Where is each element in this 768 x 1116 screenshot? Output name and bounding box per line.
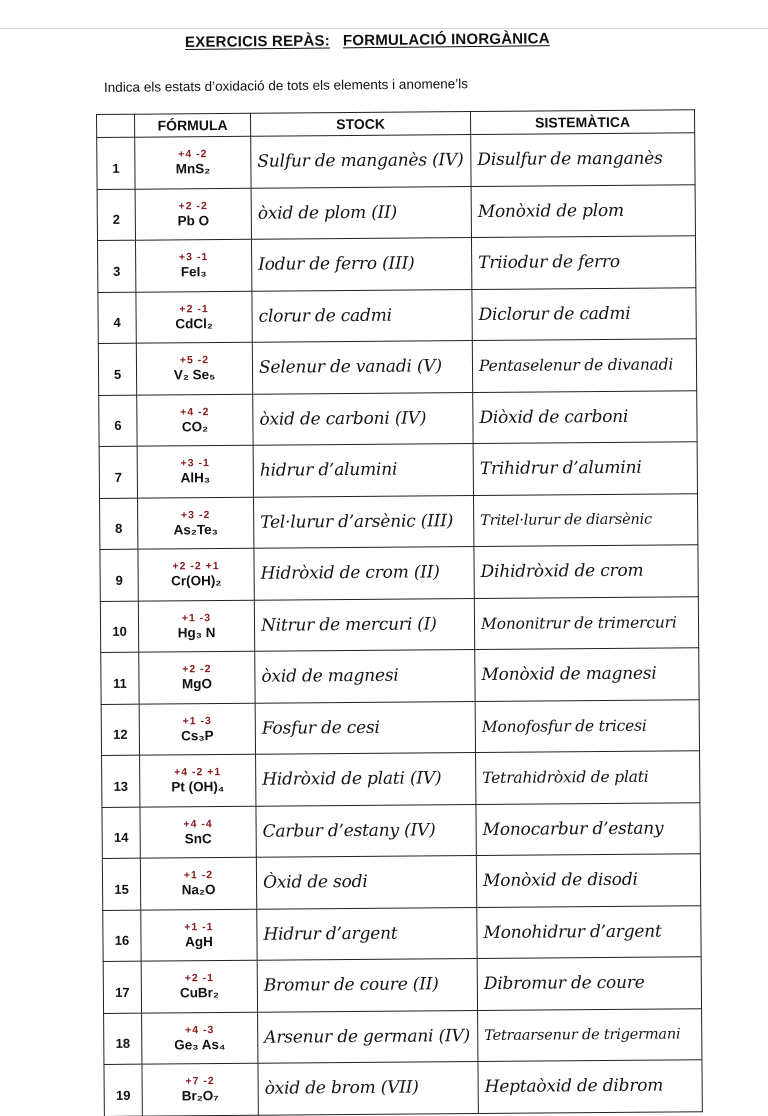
chemical-formula: V₂ Se₅ bbox=[173, 367, 216, 383]
row-number: 16 bbox=[103, 910, 141, 962]
oxidation-states: +3 -2 bbox=[180, 508, 211, 522]
chemical-formula: CuBr₂ bbox=[179, 985, 219, 1001]
table-row bbox=[98, 339, 696, 395]
formula-cell bbox=[141, 960, 257, 1012]
table-row bbox=[98, 287, 696, 343]
chemical-formula: CdCl₂ bbox=[175, 315, 213, 332]
chemical-formula: AlH₃ bbox=[180, 470, 211, 486]
formula-cell bbox=[138, 497, 254, 549]
oxidation-states: +4 -4 bbox=[183, 817, 213, 831]
page-title bbox=[185, 30, 550, 51]
oxidation-states: +4 -2 bbox=[178, 148, 208, 161]
systematic-name: Monòxid de plom bbox=[471, 184, 695, 237]
table-row bbox=[100, 545, 698, 601]
formula-cell bbox=[142, 1063, 258, 1115]
stock-name: Nitrur de mercuri (I) bbox=[254, 598, 474, 651]
oxidation-states: +4 -2 +1 bbox=[174, 766, 222, 779]
row-number: 11 bbox=[101, 652, 139, 704]
row-number: 5 bbox=[98, 343, 136, 395]
table-row bbox=[103, 957, 701, 1013]
oxidation-states: +4 -3 bbox=[185, 1023, 215, 1037]
chemical-formula: CO₂ bbox=[181, 418, 209, 435]
formula-cell bbox=[140, 806, 256, 858]
row-number: 4 bbox=[98, 292, 136, 344]
formula-cell bbox=[136, 342, 252, 394]
oxidation-states: +3 -1 bbox=[180, 457, 210, 470]
systematic-name: Monòxid de magnesi bbox=[475, 648, 699, 701]
table-row bbox=[104, 1060, 702, 1116]
chemical-formula: As₂Te₃ bbox=[173, 521, 218, 538]
formula-cell bbox=[140, 857, 256, 909]
row-number: 18 bbox=[104, 1013, 142, 1065]
row-number: 14 bbox=[102, 807, 140, 859]
oxidation-states: +2 -1 bbox=[179, 302, 209, 316]
exercise-table-wrapper bbox=[96, 109, 703, 1116]
row-number: 19 bbox=[104, 1064, 142, 1116]
table-row bbox=[103, 905, 701, 961]
row-number: 15 bbox=[102, 858, 140, 910]
systematic-name: Mononitrur de trimercuri bbox=[474, 596, 698, 649]
systematic-name: Dihidròxid de crom bbox=[474, 545, 698, 598]
formula-cell bbox=[135, 188, 251, 240]
table-row bbox=[101, 648, 699, 704]
chemical-formula: Hg₃ N bbox=[177, 624, 216, 641]
stock-name: hidrur d’alumini bbox=[253, 444, 473, 497]
formula-cell bbox=[142, 1012, 258, 1064]
row-number: 3 bbox=[97, 240, 135, 292]
systematic-name: Heptaòxid de dibrom bbox=[478, 1060, 702, 1113]
stock-name: Hidrur d’argent bbox=[257, 907, 477, 960]
page-top-edge bbox=[0, 28, 768, 29]
formula-cell bbox=[136, 291, 252, 343]
formula-cell bbox=[139, 651, 255, 703]
oxidation-states: +2 -1 bbox=[184, 972, 214, 985]
header-number bbox=[97, 114, 135, 137]
row-number: 12 bbox=[101, 704, 139, 756]
systematic-name: Monohidrur d’argent bbox=[477, 905, 701, 958]
chemical-formula: Ge₃ As₄ bbox=[174, 1036, 226, 1053]
systematic-name: Tetrahidròxid de plati bbox=[476, 751, 700, 804]
systematic-name: Triiodur de ferro bbox=[471, 236, 695, 289]
stock-name: Arsenur de germani (IV) bbox=[258, 1010, 478, 1063]
chemical-formula: SnC bbox=[184, 830, 212, 847]
systematic-name: Trihidrur d’alumini bbox=[473, 442, 697, 495]
chemical-formula: Cs₃P bbox=[181, 727, 214, 744]
stock-name: òxid de plom (II) bbox=[251, 186, 471, 239]
exercise-table bbox=[96, 109, 703, 1116]
row-number: 13 bbox=[102, 755, 140, 807]
oxidation-states: +2 -2 bbox=[182, 663, 212, 676]
instruction-text: Indica els estats d’oxidació de tots els elements i anomene’ls bbox=[103, 76, 469, 95]
header-systematic: SISTEMÀTICA bbox=[470, 110, 694, 135]
row-number: 8 bbox=[100, 498, 138, 550]
chemical-formula: Br₂O₇ bbox=[181, 1088, 219, 1104]
stock-name: Fosfur de cesi bbox=[255, 701, 475, 754]
stock-name: òxid de magnesi bbox=[255, 650, 475, 703]
formula-cell bbox=[140, 754, 256, 806]
chemical-formula: Na₂O bbox=[181, 882, 216, 898]
stock-name: òxid de brom (VII) bbox=[258, 1062, 478, 1115]
row-number: 2 bbox=[97, 189, 135, 241]
stock-name: Carbur d’estany (IV) bbox=[256, 804, 476, 857]
table-row bbox=[97, 184, 695, 240]
row-number: 1 bbox=[97, 137, 135, 189]
formula-cell bbox=[138, 548, 254, 600]
formula-cell bbox=[139, 703, 255, 755]
systematic-name: Tetraarsenur de trigermani bbox=[478, 1008, 702, 1061]
table-row bbox=[97, 236, 695, 292]
oxidation-states: +7 -2 bbox=[185, 1075, 215, 1088]
systematic-name: Pentaselenur de divanadi bbox=[472, 339, 696, 392]
chemical-formula: AgH bbox=[185, 933, 213, 950]
oxidation-states: +5 -2 bbox=[179, 354, 210, 367]
oxidation-states: +2 -2 +1 bbox=[172, 560, 220, 573]
systematic-name: Dibromur de coure bbox=[477, 957, 701, 1010]
chemical-formula: Pt (OH)₄ bbox=[171, 779, 225, 795]
chemical-formula: Pb O bbox=[177, 212, 210, 229]
stock-name: clorur de cadmi bbox=[252, 289, 472, 342]
formula-cell bbox=[137, 445, 253, 497]
oxidation-states: +3 -1 bbox=[178, 251, 209, 264]
chemical-formula: MgO bbox=[181, 676, 213, 692]
table-row bbox=[99, 442, 697, 498]
stock-name: Selenur de vanadi (V) bbox=[252, 341, 472, 394]
table-row bbox=[97, 133, 695, 189]
chemical-formula: FeI₃ bbox=[180, 264, 207, 280]
title-part1: EXERCICIS REPÀS: bbox=[184, 32, 330, 51]
oxidation-states: +1 -1 bbox=[184, 920, 214, 934]
stock-name: Sulfur de manganès (IV) bbox=[251, 135, 471, 188]
chemical-formula: MnS₂ bbox=[175, 161, 211, 177]
row-number: 7 bbox=[99, 446, 137, 498]
header-stock: STOCK bbox=[250, 112, 470, 137]
stock-name: Iodur de ferro (III) bbox=[251, 238, 471, 291]
formula-cell bbox=[141, 909, 257, 961]
oxidation-states: +2 -2 bbox=[178, 199, 208, 213]
formula-cell bbox=[135, 136, 251, 188]
systematic-name: Diclorur de cadmi bbox=[472, 287, 696, 340]
row-number: 9 bbox=[100, 549, 138, 601]
table-body bbox=[97, 133, 703, 1116]
systematic-name: Monocarbur d’estany bbox=[476, 802, 700, 855]
table-row bbox=[99, 390, 697, 446]
row-number: 10 bbox=[100, 601, 138, 653]
formula-cell bbox=[135, 239, 251, 291]
stock-name: òxid de carboni (IV) bbox=[253, 392, 473, 445]
oxidation-states: +1 -2 bbox=[183, 869, 214, 882]
systematic-name: Monofosfur de tricesi bbox=[475, 699, 699, 752]
oxidation-states: +1 -3 bbox=[181, 611, 212, 625]
stock-name: Bromur de coure (II) bbox=[257, 959, 477, 1012]
table-row bbox=[102, 854, 700, 910]
stock-name: Hidròxid de plati (IV) bbox=[256, 753, 476, 806]
stock-name: Tel·lurur d’arsènic (III) bbox=[254, 495, 474, 548]
table-row bbox=[100, 493, 698, 549]
oxidation-states: +1 -3 bbox=[182, 714, 212, 728]
table-row bbox=[104, 1008, 702, 1064]
systematic-name: Monòxid de disodi bbox=[476, 854, 700, 907]
oxidation-states: +4 -2 bbox=[180, 405, 210, 419]
systematic-name: Diòxid de carboni bbox=[473, 390, 697, 443]
table-row bbox=[100, 596, 698, 652]
table-row bbox=[102, 751, 700, 807]
formula-cell bbox=[138, 600, 254, 652]
systematic-name: Disulfur de manganès bbox=[471, 133, 695, 186]
formula-cell bbox=[137, 394, 253, 446]
stock-name: Òxid de sodi bbox=[256, 856, 476, 909]
chemical-formula: Cr(OH)₂ bbox=[170, 573, 222, 589]
title-part2: FORMULACIÓ INORGÀNICA bbox=[342, 30, 550, 50]
row-number: 17 bbox=[103, 961, 141, 1013]
row-number: 6 bbox=[99, 395, 137, 447]
table-row bbox=[102, 802, 700, 858]
stock-name: Hidròxid de crom (II) bbox=[254, 547, 474, 600]
header-formula: FÓRMULA bbox=[135, 113, 251, 137]
systematic-name: Tritel·lurur de diarsènic bbox=[474, 493, 698, 546]
table-row bbox=[101, 699, 699, 755]
